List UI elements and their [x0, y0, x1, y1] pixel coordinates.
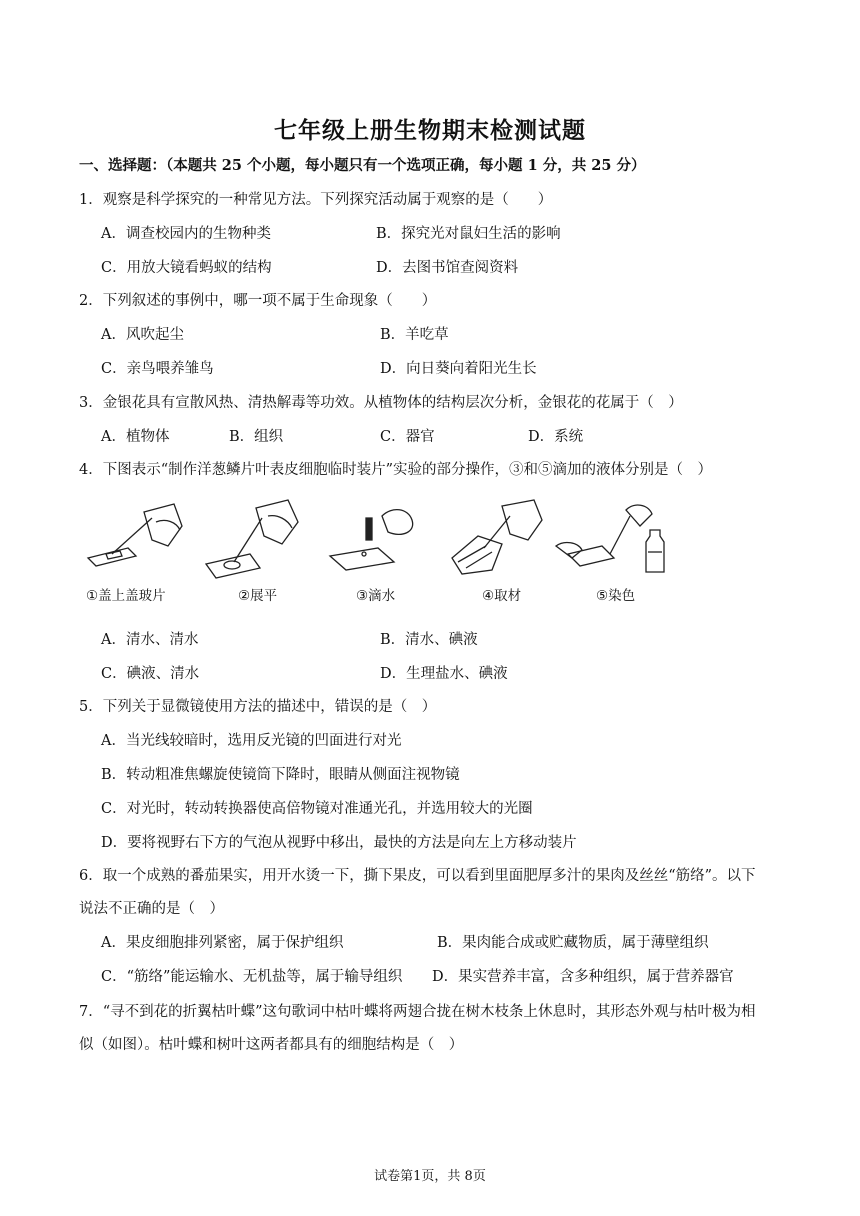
q5-option-d: D．要将视野右下方的气泡从视野中移出，最快的方法是向左上方移动装片	[101, 835, 577, 851]
q4-option-c: C．碘液、清水	[101, 666, 200, 682]
q3-option-b: B．组织	[229, 429, 284, 445]
question-5: 5．下列关于显微镜使用方法的描述中，错误的是（ ）	[79, 699, 437, 715]
q2-option-b: B．羊吃草	[380, 327, 449, 343]
q2-option-c: C．亲鸟喂养雏鸟	[101, 361, 214, 377]
q2-option-a: A．风吹起尘	[101, 327, 184, 343]
question-7-line-1: 7．“寻不到花的折翼枯叶蝶”这句歌词中枯叶蝶将两翅合拢在树木枝条上休息时，其形态外观与枯叶极为相	[79, 1004, 756, 1020]
q1-option-c: C．用放大镜看蚂蚁的结构	[101, 260, 272, 276]
q6-option-b: B．果肉能合成或贮藏物质，属于薄壁组织	[437, 935, 709, 951]
figure-caption-1: ①盖上盖玻片	[86, 588, 166, 604]
q5-option-c: C．对光时，转动转换器使高倍物镜对准通光孔，并选用较大的光圈	[101, 801, 533, 817]
page-title: 七年级上册生物期末检测试题	[274, 118, 586, 144]
q4-option-b: B．清水、碘液	[380, 632, 478, 648]
q6-option-c: C．“筋络”能运输水、无机盐等，属于输导组织	[101, 969, 403, 985]
experiment-steps-illustration	[82, 496, 682, 584]
q1-option-a: A．调查校园内的生物种类	[101, 226, 271, 242]
experiment-figure	[82, 496, 682, 608]
question-6-line-2: 说法不正确的是（ ）	[79, 901, 224, 917]
q6-option-d: D．果实营养丰富，含多种组织，属于营养器官	[432, 969, 734, 985]
figure-caption-2: ②展平	[238, 588, 278, 604]
question-4: 4．下图表示“制作洋葱鳞片叶表皮细胞临时装片”实验的部分操作，③和⑤滴加的液体分别是（ ）	[79, 462, 713, 478]
figure-caption-5: ⑤染色	[596, 588, 636, 604]
q6-option-a: A．果皮细胞排列紧密，属于保护组织	[101, 935, 344, 951]
question-3: 3．金银花具有宣散风热、清热解毒等功效。从植物体的结构层次分析，金银花的花属于（ ）	[79, 395, 683, 411]
question-2: 2．下列叙述的事例中，哪一项不属于生命现象（ ）	[79, 293, 437, 309]
question-7-line-2: 似（如图）。枯叶蝶和树叶这两者都具有的细胞结构是（ ）	[79, 1037, 464, 1053]
q2-option-d: D．向日葵向着阳光生长	[380, 361, 537, 377]
q5-option-b: B．转动粗准焦螺旋使镜筒下降时，眼睛从侧面注视物镜	[101, 767, 460, 783]
q4-option-a: A．清水、清水	[101, 632, 199, 648]
q3-option-c: C．器官	[380, 429, 435, 445]
question-1: 1．观察是科学探究的一种常见方法。下列探究活动属于观察的是（ ）	[79, 192, 553, 208]
figure-caption-4: ④取材	[482, 588, 522, 604]
question-6-line-1: 6．取一个成熟的番茄果实，用开水烫一下，撕下果皮，可以看到里面肥厚多汁的果肉及丝丝“筋络”。以下	[79, 868, 756, 884]
q1-option-d: D．去图书馆查阅资料	[376, 260, 519, 276]
q4-option-d: D．生理盐水、碘液	[380, 666, 508, 682]
q1-option-b: B．探究光对鼠妇生活的影响	[376, 226, 561, 242]
section-heading: 一、选择题：（本题共 25 个小题，每小题只有一个选项正确，每小题 1 分，共 25 分）	[79, 157, 646, 174]
q3-option-d: D．系统	[528, 429, 584, 445]
q5-option-a: A．当光线较暗时，选用反光镜的凹面进行对光	[101, 733, 402, 749]
figure-caption-3: ③滴水	[356, 588, 396, 604]
q3-option-a: A．植物体	[101, 429, 170, 445]
page-footer: 试卷第1页，共 8页	[374, 1169, 486, 1184]
